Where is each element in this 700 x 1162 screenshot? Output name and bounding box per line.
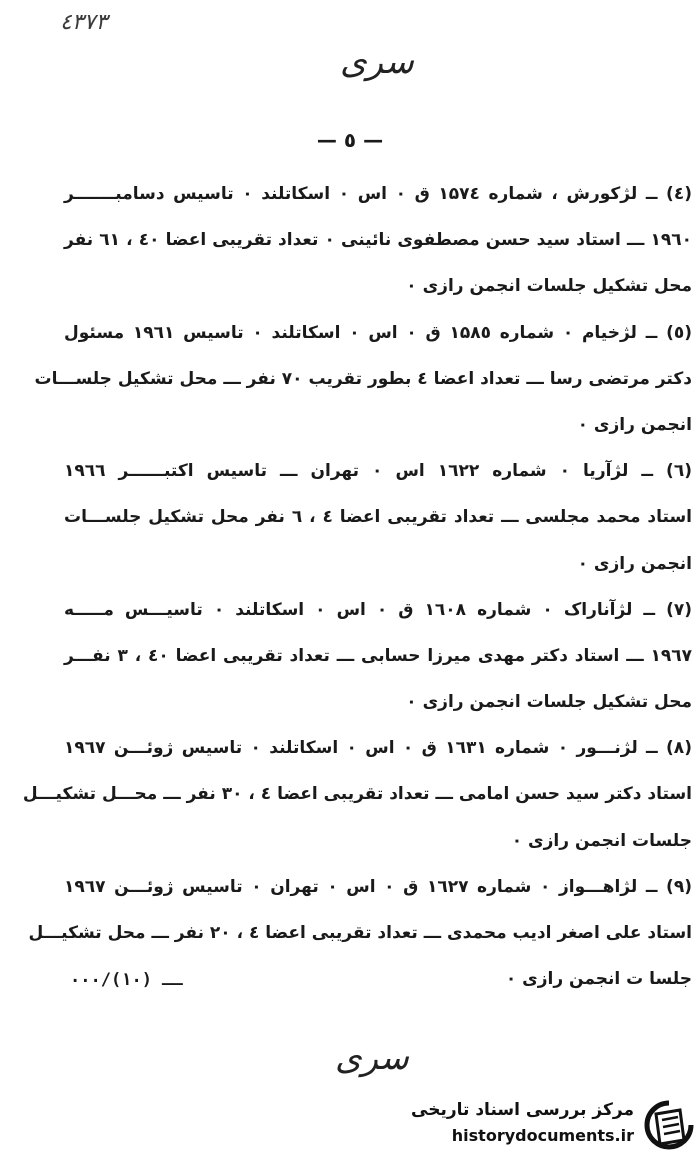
entries-list xyxy=(22,171,693,1002)
archive-logo-icon xyxy=(644,1100,694,1152)
entry-line: (٦) ــ لژآریا ۰ شماره ۱٦۲۲ اس ۰ تهران ـــ تاسیس اکتبــــــر ۱۹٦٦ xyxy=(64,461,692,482)
entry-line: محل تشکیل جلسات انجمن رازی ۰ xyxy=(406,276,692,297)
entry-line: استاد علی اصغر ادیب محمدی ـــ تعداد تقریبی اعضا ٤ ، ۲۰ نفر ـــ محل تشکیـــل xyxy=(28,923,692,943)
page-number: ٤٣٧٣ xyxy=(60,10,108,35)
entry-line: (۷) ــ لژآناراک ۰ شماره ۱٦۰۸ ق ۰ اس ۰ اسکاتلند ۰ تاسیـــس مـــــه xyxy=(64,599,693,620)
classification-stamp-top: سری xyxy=(340,42,414,82)
watermark-url[interactable]: historydocuments.ir xyxy=(451,1126,634,1145)
entry-line: انجمن رازی ۰ xyxy=(577,414,692,435)
watermark-title: مرکز بررسی اسناد تاریخی xyxy=(411,1100,634,1120)
entry-line: جلسا ت انجمن رازی ۰ xyxy=(505,969,692,990)
entry-line: ۱۹٦۰ ـــ استاد سید حسن مصطفوی نائینی ۰ تعداد تقریبی اعضا ٤٠ ، ٦١ نفر xyxy=(64,230,692,251)
watermark xyxy=(411,1098,694,1156)
entry-line: استاد دکتر سید حسن امامی ـــ تعداد تقریبی اعضا ٤ ، ۳۰ نفر ـــ محـــل تشکیـــل xyxy=(22,784,692,805)
entry-8 xyxy=(22,725,692,864)
entry-line: جلسات انجمن رازی ۰ xyxy=(511,830,692,851)
document-reference: ۰۰۰/ــ (۱۰) xyxy=(70,970,183,990)
entry-line: استاد محمد مجلسی ـــ تعداد تقریبی اعضا ٤ ، ٦ نفر محل تشکیل جلســـات xyxy=(64,507,693,528)
entry-line: (٤) ــ لژکورش ، شماره ۱۵۷٤ ق ۰ اس ۰ اسکاتلند ۰ تاسیس دسامبـــــــر xyxy=(64,184,693,204)
section-number: — ٥ — xyxy=(316,128,384,152)
entry-line: انجمن رازی ۰ xyxy=(577,553,692,574)
entry-line: (۸) ــ لژنـــور ۰ شماره ۱٦۳۱ ق ۰ اس ۰ اسکاتلند ۰ تاسیس ژوئـــن ۱۹٦۷ xyxy=(64,738,692,759)
entry-line: (۹) ــ لژاهـــواز ۰ شماره ۱٦۲۷ ق ۰ اس ۰ تهران ۰ تاسیس ژوئـــن ۱۹٦۷ xyxy=(64,876,692,897)
entry-line: محل تشکیل جلسات انجمن رازی ۰ xyxy=(406,692,692,713)
entry-line: (٥) ــ لژخیام ۰ شماره ۱۵۸٥ ق ۰ اس ۰ اسکاتلند ۰ تاسیس ۱۹٦۱ مسئول xyxy=(64,322,693,343)
entry-6 xyxy=(64,448,692,587)
entry-4 xyxy=(64,171,692,310)
classification-stamp-bottom: سری xyxy=(335,1038,409,1078)
entry-5 xyxy=(34,310,693,449)
entry-7 xyxy=(64,587,692,726)
entry-line: دکتر مرتضی رسا ـــ تعداد اعضا ٤ بطور تقریب ۷۰ نفر ـــ محل تشکیل جلســـات xyxy=(34,368,692,389)
entry-line: ۱۹٦۷ ـــ استاد دکتر مهدی میرزا حسابی ـــ تعداد تقریبی اعضا ٤٠ ، ۳ نفـــر xyxy=(64,645,693,666)
